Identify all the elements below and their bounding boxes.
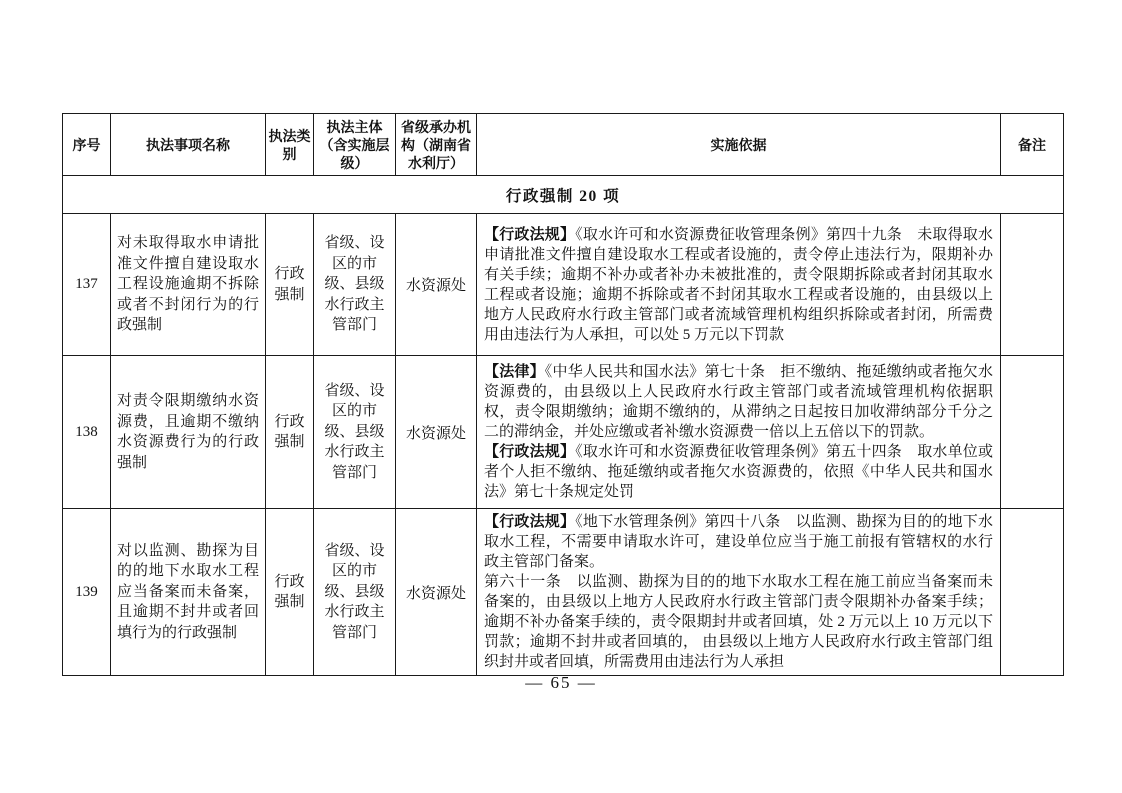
section-title: 行政强制 20 项 [63, 176, 1064, 214]
basis-text: 《取水许可和水资源费征收管理条例》第五十四条 取水单位或者个人拒不缴纳、拖延缴纳或者拖欠水资源费的，依照《中华人民共和国水法》第七十条规定处罚 [484, 444, 993, 500]
header-remark: 备注 [1001, 114, 1064, 176]
legal-source-tag: 【行政法规】 [484, 444, 576, 460]
table-row [63, 509, 1064, 676]
serial-number-cell: 139 [63, 509, 111, 676]
serial-number-cell: 137 [63, 214, 111, 356]
item-name-cell: 对未取得取水申请批准文件擅自建设取水工程设施逾期不拆除或者不封闭行为的行政强制 [111, 214, 266, 356]
agency-cell: 水资源处 [396, 509, 477, 676]
remark-cell [1001, 214, 1064, 356]
category-cell: 行政强制 [266, 214, 314, 356]
legal-source-tag: 【行政法规】 [484, 226, 576, 243]
header-row [63, 114, 1064, 176]
agency-cell: 水资源处 [396, 214, 477, 356]
section-row [63, 176, 1064, 214]
basis-text: 第六十一条 以监测、勘探为目的的地下水取水工程在施工前应当备案而未备案的，由县级以上地方人民政府水行政主管部门责令限期补办备案手续；逾期不补办备案手续的，责令限期封井或者回填，处 2 万元以上 10 万元以下罚款；逾期不封井或者回填的， 由县级以上地方人民政府水行政主管部门组织封井或者回填，所需费用由违法行为人承担 [484, 574, 993, 670]
item-name-cell: 对责令限期缴纳水资源费，且逾期不缴纳水资源费行为的行政强制 [111, 356, 266, 509]
agency-cell: 水资源处 [396, 356, 477, 509]
header-serial-number: 序号 [63, 114, 111, 176]
table-row [63, 214, 1064, 356]
subject-cell: 省级、设区的市级、县级水行政主管部门 [314, 509, 396, 676]
subject-cell: 省级、设区的市级、县级水行政主管部门 [314, 214, 396, 356]
table-row [63, 356, 1064, 509]
category-cell: 行政强制 [266, 509, 314, 676]
header-subject: 执法主体（含实施层级） [314, 114, 396, 176]
basis-paragraph [484, 572, 993, 672]
legal-source-tag: 【法律】 [484, 364, 545, 380]
table-header [63, 114, 1064, 176]
basis-text: 《地下水管理条例》第四十八条 以监测、勘探为目的的地下水取水工程，不需要申请取水许可，建设单位应当于施工前报有管辖权的水行政主管部门备案。 [484, 514, 993, 570]
basis-text: 《中华人民共和国水法》第七十条 拒不缴纳、拖延缴纳或者拖欠水资源费的，由县级以上人民政府水行政主管部门或者流域管理机构依据职权，责令限期缴纳；逾期不缴纳的，从滞纳之日起按日加收滞纳部分千分之二的滞纳金，并处应缴或者补缴水资源费一倍以上五倍以下的罚款。 [484, 364, 993, 440]
implementation-basis-cell [477, 356, 1001, 509]
remark-cell [1001, 509, 1064, 676]
serial-number-cell: 138 [63, 356, 111, 509]
header-agency: 省级承办机构（湖南省水利厅） [396, 114, 477, 176]
item-name-cell: 对以监测、勘探为目的的地下水取水工程应当备案而未备案，且逾期不封井或者回填行为的行政强制 [111, 509, 266, 676]
header-category: 执法类别 [266, 114, 314, 176]
page-number: — 65 — [525, 673, 597, 692]
enforcement-items-table [62, 113, 1064, 676]
basis-paragraph [484, 362, 993, 442]
table-body [63, 176, 1064, 676]
implementation-basis-cell [477, 509, 1001, 676]
category-cell: 行政强制 [266, 356, 314, 509]
basis-paragraph [484, 442, 993, 502]
legal-source-tag: 【行政法规】 [484, 514, 576, 530]
basis-text: 《取水许可和水资源费征收管理条例》第四十九条 未取得取水申请批准文件擅自建设取水工程或者设施的，责令停止违法行为，限期补办有关手续；逾期不补办或者补办未被批准的，责令限期拆除或者封闭其取水工程或者设施；逾期不拆除或者不封闭其取水工程或者设施的，由县级以上地方人民政府水行政主管部门或者流域管理机构组织拆除或者封闭，所需费用由违法行为人承担，可以处 5 万元以下罚款 [484, 226, 993, 343]
remark-cell [1001, 356, 1064, 509]
basis-paragraph [484, 225, 993, 345]
basis-paragraph [484, 512, 993, 572]
header-basis: 实施依据 [477, 114, 1001, 176]
implementation-basis-cell [477, 214, 1001, 356]
subject-cell: 省级、设区的市级、县级水行政主管部门 [314, 356, 396, 509]
header-item-name: 执法事项名称 [111, 114, 266, 176]
